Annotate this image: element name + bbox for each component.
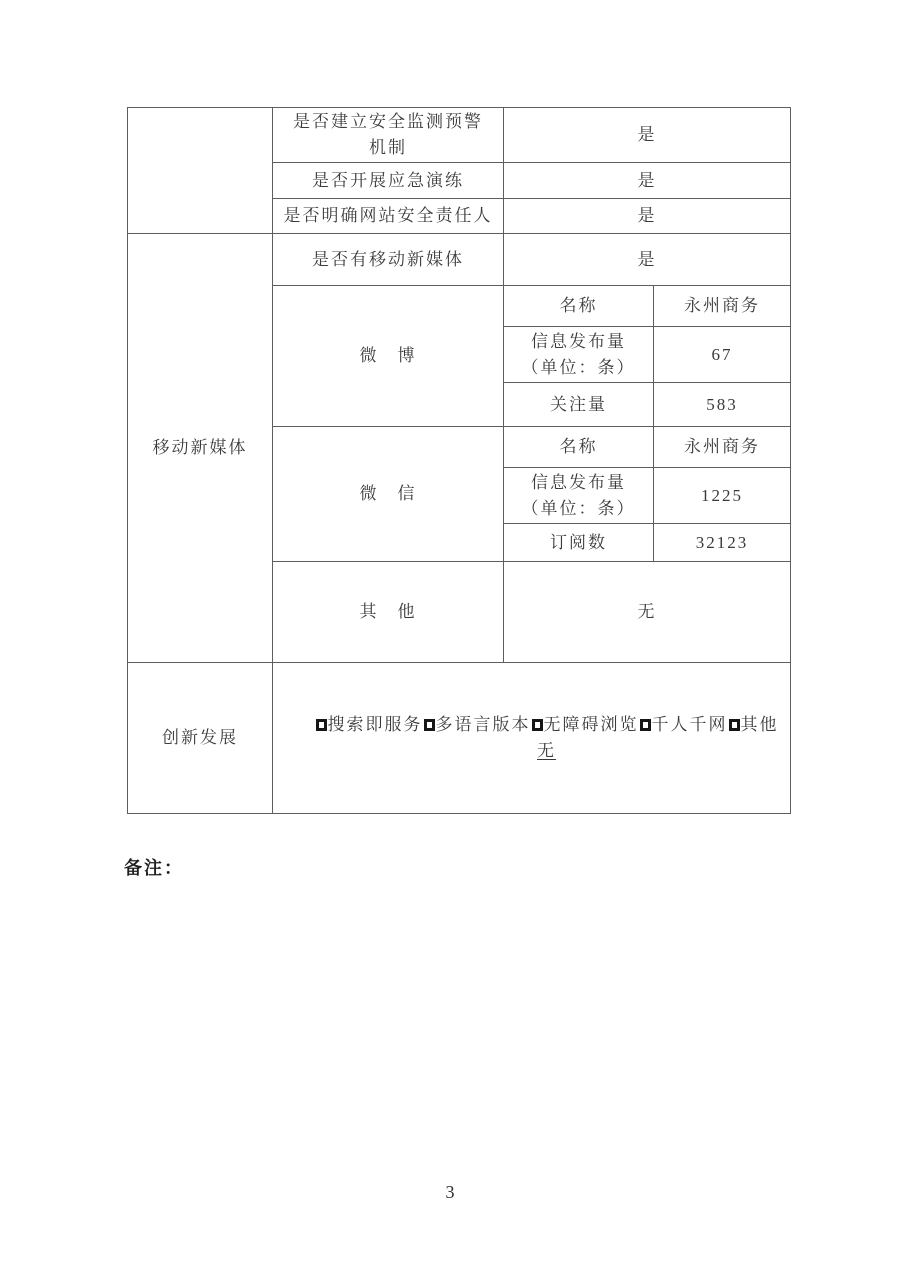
checkbox-label: 无障碍浏览 bbox=[543, 715, 639, 734]
checkbox-label: 搜索即服务 bbox=[327, 715, 423, 734]
checkbox-accessibility[interactable] bbox=[532, 719, 543, 731]
platform-label-other: 其 他 bbox=[273, 562, 504, 663]
checkbox-other[interactable] bbox=[729, 719, 740, 731]
field-value-cell: 1225 bbox=[654, 468, 791, 524]
question-cell: 是否开展应急演练 bbox=[273, 163, 504, 199]
innovation-other-value: 无 bbox=[537, 741, 556, 760]
field-name-line-1: 信息发布量 bbox=[531, 472, 626, 492]
field-name-cell: 订阅数 bbox=[504, 524, 654, 562]
answer-cell: 是 bbox=[504, 163, 791, 199]
website-report-table bbox=[127, 107, 791, 814]
field-name-cell: 名称 bbox=[504, 427, 654, 468]
field-name-line-2: （单位：条） bbox=[521, 357, 636, 377]
innovation-options-line bbox=[307, 712, 786, 738]
checkbox-search-as-service[interactable] bbox=[316, 719, 327, 731]
field-value-cell: 67 bbox=[654, 327, 791, 383]
answer-cell: 是 bbox=[504, 234, 791, 286]
checkbox-label: 多语言版本 bbox=[435, 715, 531, 734]
question-cell bbox=[273, 108, 504, 163]
answer-cell: 是 bbox=[504, 108, 791, 163]
field-name-cell: 关注量 bbox=[504, 383, 654, 427]
question-cell: 是否有移动新媒体 bbox=[273, 234, 504, 286]
field-name-cell bbox=[504, 327, 654, 383]
checkbox-label: 千人千网 bbox=[651, 715, 728, 734]
page-number: 3 bbox=[445, 1182, 455, 1202]
field-name-line-1: 信息发布量 bbox=[531, 331, 626, 351]
checkbox-personalized[interactable] bbox=[640, 719, 651, 731]
answer-cell: 是 bbox=[504, 199, 791, 234]
checkbox-label: 其他 bbox=[740, 715, 779, 734]
checkbox-multilingual[interactable] bbox=[424, 719, 435, 731]
table-row bbox=[128, 108, 791, 163]
answer-cell: 无 bbox=[504, 562, 791, 663]
field-value-cell: 永州商务 bbox=[654, 286, 791, 327]
question-cell: 是否明确网站安全责任人 bbox=[273, 199, 504, 234]
platform-label-wechat: 微 信 bbox=[273, 427, 504, 562]
question-line-1: 是否建立安全监测预警 bbox=[293, 112, 483, 131]
field-value-cell: 583 bbox=[654, 383, 791, 427]
innovation-content-cell bbox=[273, 663, 791, 814]
platform-label-weibo: 微 博 bbox=[273, 286, 504, 427]
field-value-cell: 32123 bbox=[654, 524, 791, 562]
notes-label: 备注： bbox=[124, 858, 184, 878]
field-name-line-2: （单位：条） bbox=[521, 498, 636, 518]
question-line-2: 机制 bbox=[369, 138, 407, 157]
field-name-cell bbox=[504, 468, 654, 524]
section-label-cell-empty bbox=[128, 108, 273, 234]
table-row bbox=[128, 234, 791, 286]
section-label-innovation: 创新发展 bbox=[128, 663, 273, 814]
field-name-cell: 名称 bbox=[504, 286, 654, 327]
field-value-cell: 永州商务 bbox=[654, 427, 791, 468]
innovation-other-value-line bbox=[307, 738, 786, 764]
section-label-mobile-media: 移动新媒体 bbox=[128, 234, 273, 663]
table-row bbox=[128, 663, 791, 814]
